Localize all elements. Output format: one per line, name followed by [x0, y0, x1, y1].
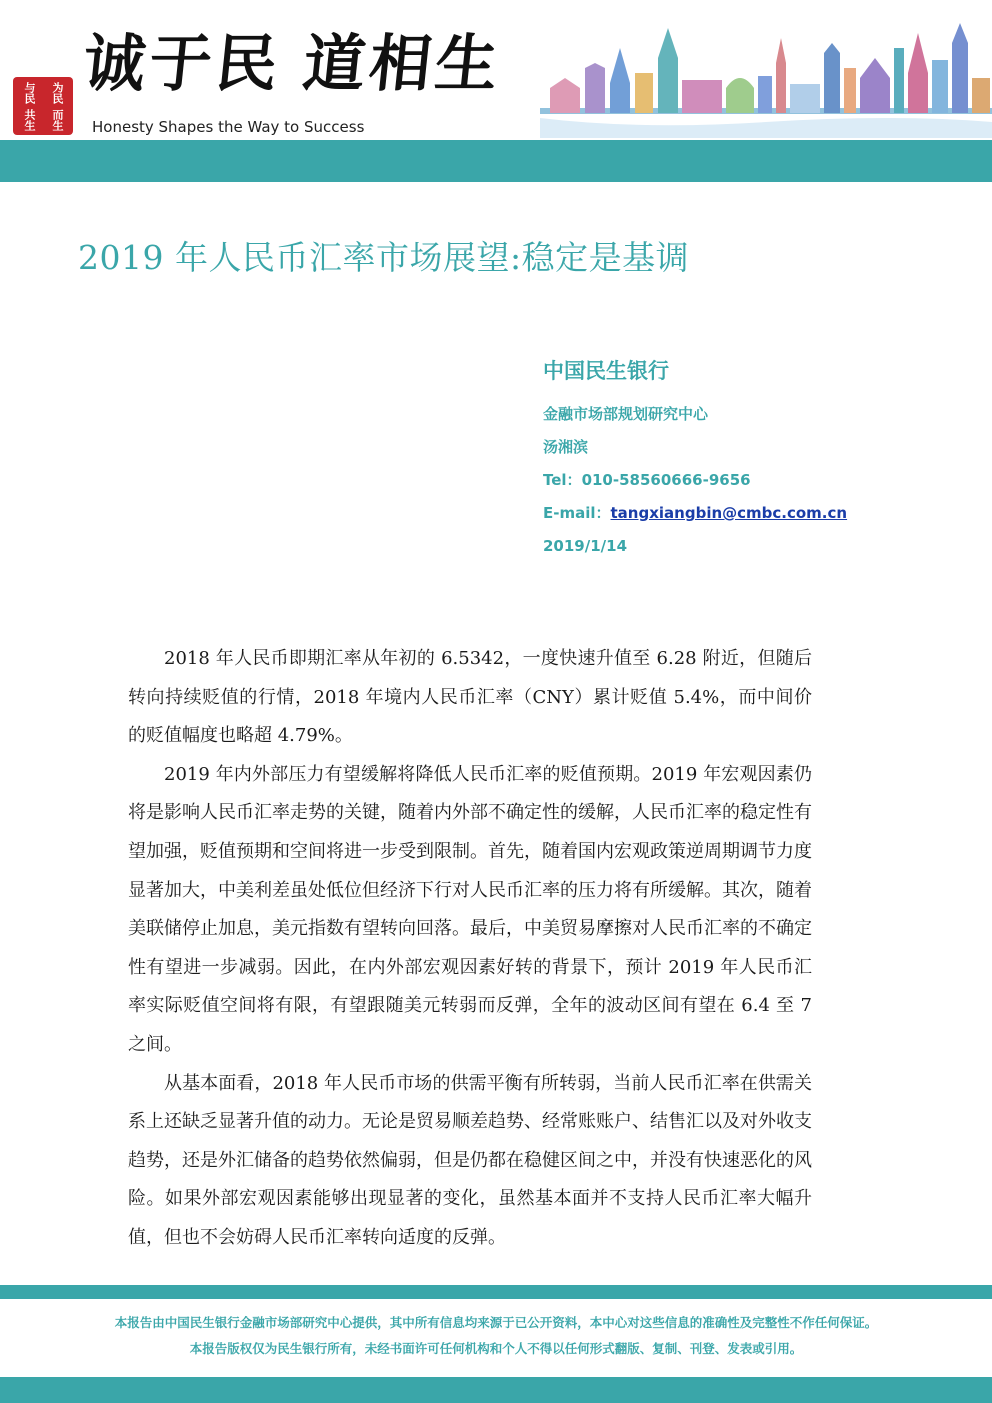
body-paragraph: 2018 年人民币即期汇率从年初的 6.5342，一度快速升值至 6.28 附近，但随后转向持续贬值的行情，2018 年境内人民币汇率（CNY）累计贬值 5.4%，而中间价的贬值幅度也略超 4.79%。	[128, 648, 812, 747]
body-paragraph: 2019 年内外部压力有望缓解将降低人民币汇率的贬值预期。2019 年宏观因素仍将是影响人民币汇率走势的关键，随着内外部不确定性的缓解，人民币汇率的稳定性有望加强，贬值预期和空间将进一步受到限制。首先，随着国内宏观政策逆周期调节力度显著加大，中美利差虽处低位但经济下行对人民币汇率的压力将有所缓解。其次，随着美联储停止加息，美元指数有望转向回落。最后，中美贸易摩擦对人民币汇率的不确定性有望进一步减弱。因此，在内外部宏观因素好转的背景下，预计 2019 年人民币汇率实际贬值空间将有限，有望跟随美元转弱而反弹，全年的波动区间有望在 6.4 至 7 之间。	[128, 763, 812, 1055]
footer-disclaimer	[0, 1310, 992, 1362]
city-skyline-illustration	[540, 18, 992, 138]
header-band	[0, 140, 992, 182]
calligraphy-part2: 道相生	[299, 27, 506, 100]
author-organization: 中国民生银行	[543, 359, 669, 383]
disclaimer-line: 本报告由中国民生银行金融市场部研究中心提供，其中所有信息均来源于已公开资料，本中心对这些信息的准确性及完整性不作任何保证。	[114, 1315, 878, 1330]
calligraphy-slogan	[79, 14, 506, 103]
copyright-line: 本报告版权仅为民生银行所有，未经书面许可任何机构和个人不得以任何形式翻版、复制、刊登、发表或引用。	[189, 1341, 803, 1356]
report-body	[128, 640, 812, 1258]
author-name: 汤湘滨	[543, 438, 589, 456]
footer-band-bottom	[0, 1377, 992, 1403]
footer-band-top	[0, 1285, 992, 1299]
seal-char: 与民	[23, 81, 36, 104]
author-department: 金融市场部规划研究中心	[543, 405, 709, 423]
report-title: 2019 年人民币汇率市场展望:稳定是基调	[78, 238, 690, 277]
author-email	[543, 497, 847, 530]
report-date: 2019/1/14	[543, 537, 628, 555]
bank-seal-logo	[13, 77, 73, 135]
seal-char: 而生	[51, 108, 64, 131]
email-link[interactable]: tangxiangbin@cmbc.com.cn	[610, 504, 848, 522]
tel-label: Tel：	[543, 471, 582, 489]
slogan-english: Honesty Shapes the Way to Success	[92, 118, 365, 136]
body-paragraph: 从基本面看，2018 年人民币市场的供需平衡有所转弱，当前人民币汇率在供需关系上还缺乏显著升值的动力。无论是贸易顺差趋势、经常账账户、结售汇以及对外收支趋势，还是外汇储备的趋势依然偏弱，但是仍都在稳健区间之中，并没有快速恶化的风险。如果外部宏观因素能够出现显著的变化，虽然基本面并不支持人民币汇率大幅升值，但也不会妨碍人民币汇率转向适度的反弹。	[128, 1072, 812, 1248]
calligraphy-part1: 诚于民	[79, 27, 286, 100]
author-tel	[543, 464, 847, 497]
email-label: E-mail：	[543, 504, 611, 522]
tel-value: 010-58560666-9656	[581, 471, 751, 489]
seal-char: 为民	[51, 81, 64, 104]
author-block	[543, 355, 847, 563]
seal-char: 共生	[23, 108, 36, 131]
